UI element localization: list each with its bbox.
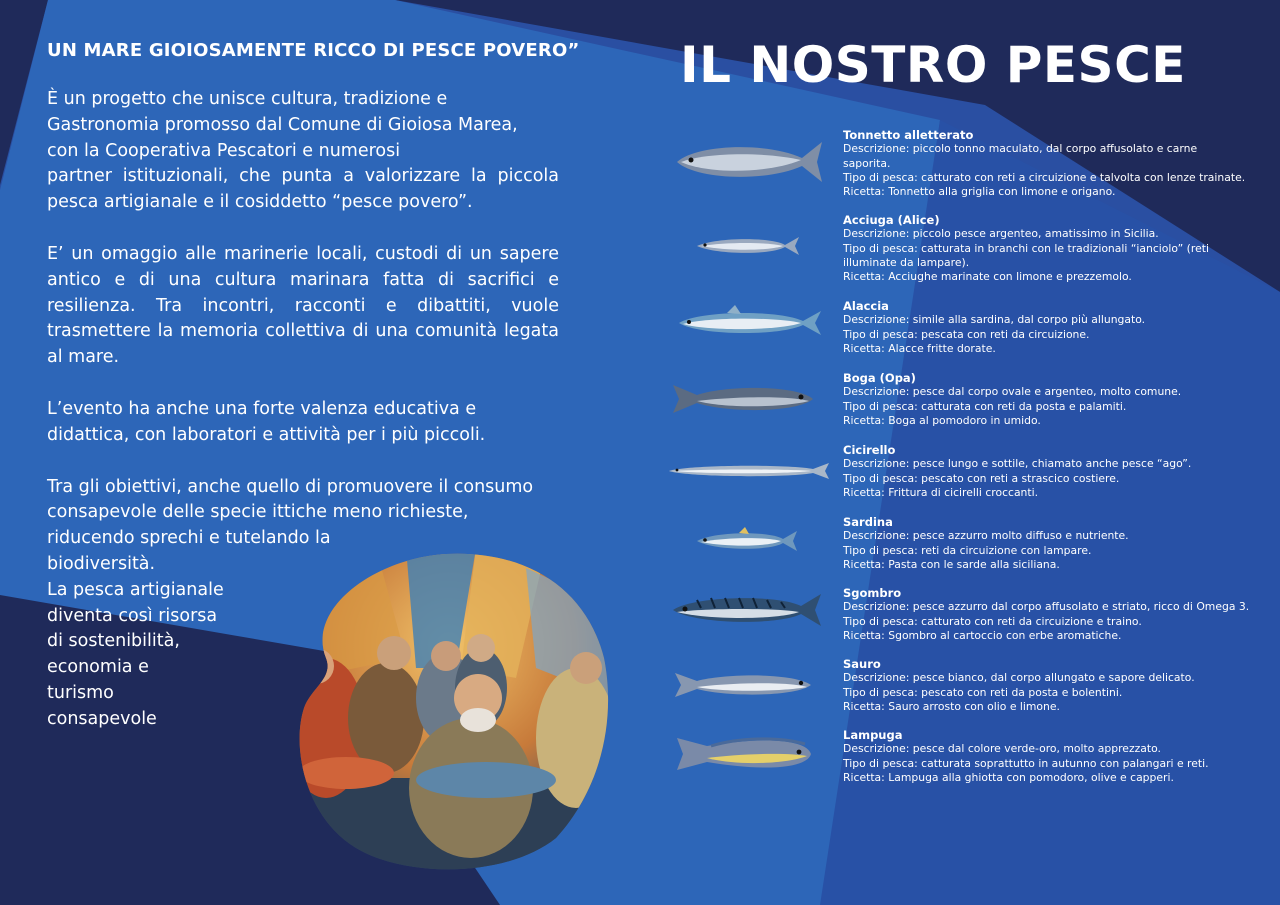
intro-paragraph-1 [47, 87, 559, 216]
goal-line: Tra gli obiettivi, anche quello di promuovere il consumo [47, 476, 534, 497]
fish-line: Ricetta: Sgombro al cartoccio con erbe aromatiche. [843, 628, 1122, 642]
fish-text [843, 515, 1253, 572]
goal-line: consapevole [47, 708, 157, 729]
fishermen-mosaic-illustration [286, 548, 612, 874]
fish-name: Alaccia [843, 299, 889, 313]
goal-line: La pesca artigianale [47, 579, 224, 600]
goal-line: di sostenibilità, [47, 631, 180, 652]
fish-line: Descrizione: pesce azzurro molto diffuso e nutriente. [843, 529, 1129, 543]
fish-text [843, 299, 1253, 356]
dolphinfish-icon [667, 732, 827, 778]
fish-line: Tipo di pesca: catturato con reti a circuizione e talvolta con lenze trainate. [843, 170, 1246, 184]
fish-line: Ricetta: Sauro arrosto con olio e limone. [843, 699, 1060, 713]
fish-name: Lampuga [843, 728, 903, 742]
anchovy-icon [667, 231, 827, 261]
goal-line: economia e [47, 657, 149, 678]
intro-line: È un progetto che unisce cultura, tradizione e [47, 89, 448, 109]
fish-line: illuminate da lampare). [843, 255, 970, 269]
sandeel-icon [667, 459, 832, 483]
intro-line: Gastronomia promosso dal Comune di Gioiosa Marea, [47, 114, 518, 135]
horse-mackerel-icon [667, 667, 827, 703]
fish-line: Descrizione: pesce azzurro dal corpo affusolato e striato, ricco di Omega 3. [843, 600, 1250, 614]
fish-line: Tipo di pesca: pescato con reti da posta e bolentini. [843, 685, 1123, 699]
fish-text [843, 371, 1253, 428]
intro-line: con la Cooperativa Pescatori e numerosi [47, 140, 401, 161]
fish-line: Tipo di pesca: catturata in branchi con le tradizionali “ianciolo” (reti [843, 241, 1209, 255]
fish-line: Ricetta: Alacce fritte dorate. [843, 341, 996, 355]
fish-line: Ricetta: Frittura di cicirelli croccanti. [843, 485, 1039, 499]
fish-text [843, 657, 1253, 714]
fish-line: Descrizione: pesce dal corpo ovale e argenteo, molto comune. [843, 385, 1182, 399]
fish-name: Tonnetto alletterato [843, 128, 974, 142]
fish-name: Sauro [843, 657, 881, 671]
bogue-icon [667, 379, 827, 419]
intro-paragraph-2: E’ un omaggio alle marinerie locali, custodi di un sapere antico e di una cultura marinara fatta di sacrifici e resilienza. Tra incontri, racconti e dibattiti, vuole trasmettere la memoria collettiva di una comunità legata al mare. [47, 243, 559, 368]
fish-line: Descrizione: simile alla sardina, dal corpo più allungato. [843, 313, 1146, 327]
fish-line: Ricetta: Lampuga alla ghiotta con pomodoro, olive e capperi. [843, 770, 1174, 784]
kicker-heading: UN MARE GIOIOSAMENTE RICCO DI PESCE POVERO” [47, 40, 580, 61]
fish-text [843, 586, 1253, 643]
fish-name: Sgombro [843, 586, 902, 600]
intro-line: partner istituzionali, che punta a valorizzare la piccola pesca artigianale e il cosiddetto “pesce povero”. [47, 166, 559, 213]
goal-line: riducendo sprechi e tutelando la [47, 528, 331, 549]
goal-line: diventa così risorsa [47, 605, 218, 626]
fish-line: saporita. [843, 156, 891, 170]
mackerel-icon [667, 588, 827, 634]
fish-line: Ricetta: Pasta con le sarde alla siciliana. [843, 557, 1060, 571]
fish-line: Descrizione: piccolo pesce argenteo, amatissimo in Sicilia. [843, 227, 1159, 241]
fish-name: Boga (Opa) [843, 371, 916, 385]
tuna-icon [667, 134, 827, 188]
fish-line: Descrizione: pesce dal colore verde-oro, molto apprezzato. [843, 742, 1161, 756]
page-title: IL NOSTRO PESCE [680, 36, 1186, 94]
alaccia-icon [667, 303, 827, 343]
fish-line: Ricetta: Tonnetto alla griglia con limone e origano. [843, 185, 1116, 199]
intro-paragraph-3: L’evento ha anche una forte valenza educativa e didattica, con laboratori e attività per i più piccoli. [47, 398, 486, 445]
goal-line: consapevole delle specie ittiche meno richieste, [47, 502, 469, 523]
fish-text [843, 128, 1253, 199]
fish-line: Tipo di pesca: catturata con reti da posta e palamiti. [843, 399, 1127, 413]
fish-text [843, 443, 1253, 500]
fish-line: Tipo di pesca: pescata con reti da circuizione. [843, 327, 1090, 341]
fish-line: Ricetta: Acciughe marinate con limone e prezzemolo. [843, 270, 1132, 284]
fish-line: Tipo di pesca: reti da circuizione con lampare. [843, 543, 1092, 557]
fish-line: Tipo di pesca: catturata soprattutto in autunno con palangari e reti. [843, 756, 1209, 770]
fish-text [843, 728, 1253, 785]
fish-line: Descrizione: pesce lungo e sottile, chiamato anche pesce “ago”. [843, 457, 1192, 471]
fish-name: Sardina [843, 515, 893, 529]
fish-name: Cicirello [843, 443, 896, 457]
fish-line: Tipo di pesca: catturato con reti da circuizione e traino. [843, 614, 1142, 628]
fish-text [843, 213, 1253, 284]
goal-line: biodiversità. [47, 553, 156, 574]
fish-line: Descrizione: pesce bianco, dal corpo allungato e sapore delicato. [843, 671, 1195, 685]
fish-name: Acciuga (Alice) [843, 213, 940, 227]
fish-line: Descrizione: piccolo tonno maculato, dal corpo affusolato e carne [843, 142, 1198, 156]
goal-line: turismo [47, 682, 114, 703]
fish-line: Ricetta: Boga al pomodoro in umido. [843, 413, 1041, 427]
fish-line: Tipo di pesca: pescato con reti a strascico costiere. [843, 471, 1120, 485]
sardine-icon [667, 525, 827, 557]
